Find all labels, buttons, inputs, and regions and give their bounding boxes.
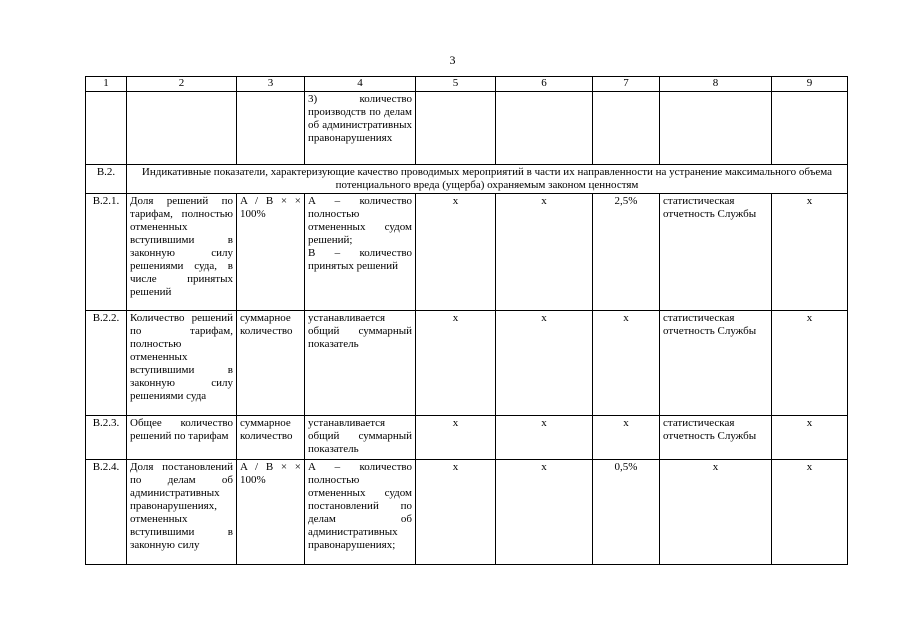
column-number: 2 (127, 77, 237, 92)
cell-value: x (416, 311, 496, 416)
indicator-name: Доля решений по тарифам, полностью отмененных вступившими в законную силу решениями суда, в числе принятых решений (127, 194, 237, 311)
column-number: 4 (305, 77, 416, 92)
cell-value: x (416, 194, 496, 311)
indicators-table (85, 76, 848, 565)
indicator-code: В.2.1. (86, 194, 127, 311)
comment-cell: 3) количество производств по делам об административных правонарушениях (305, 92, 416, 165)
indicator-comment: устанавливается общий суммарный показатель (305, 311, 416, 416)
section-row (86, 165, 848, 194)
indicator-formula: суммарное количество (237, 416, 305, 460)
indicator-formula: A / B × × 100% (237, 194, 305, 311)
column-number: 8 (660, 77, 772, 92)
indicator-name: Общее количество решений по тарифам (127, 416, 237, 460)
cell (772, 92, 848, 165)
section-code: В.2. (86, 165, 127, 194)
cell-value: x (772, 416, 848, 460)
cell-value: x (496, 460, 593, 565)
cell (593, 92, 660, 165)
cell-value: x (772, 311, 848, 416)
indicator-comment: A – количество полностью отмененных судом постановлений по делам об административных правонарушениях; (305, 460, 416, 565)
column-number: 5 (416, 77, 496, 92)
cell (86, 92, 127, 165)
indicator-formula: суммарное количество (237, 311, 305, 416)
indicator-code: В.2.2. (86, 311, 127, 416)
indicator-comment: устанавливается общий суммарный показатель (305, 416, 416, 460)
indicator-source: статистическая отчетность Службы (660, 194, 772, 311)
indicator-name: Количество решений по тарифам, полностью отмененных вступившими в законную силу решениями суда (127, 311, 237, 416)
table-row (86, 416, 848, 460)
cell-value: x (496, 194, 593, 311)
continuation-row (86, 92, 848, 165)
column-number: 1 (86, 77, 127, 92)
indicator-source: x (660, 460, 772, 565)
table-row (86, 311, 848, 416)
column-number: 7 (593, 77, 660, 92)
indicator-code: В.2.4. (86, 460, 127, 565)
cell (127, 92, 237, 165)
target-value: 0,5% (593, 460, 660, 565)
column-number: 9 (772, 77, 848, 92)
cell-value: x (416, 460, 496, 565)
target-value: 2,5% (593, 194, 660, 311)
indicator-source: статистическая отчетность Службы (660, 311, 772, 416)
table-row (86, 194, 848, 311)
target-value: x (593, 416, 660, 460)
cell-value: x (416, 416, 496, 460)
indicator-comment: A – количество полностью отмененных судом решений; B – количество принятых решений (305, 194, 416, 311)
cell-value: x (496, 311, 593, 416)
column-number: 6 (496, 77, 593, 92)
cell-value: x (772, 194, 848, 311)
table-row (86, 460, 848, 565)
section-title: Индикативные показатели, характеризующие качество проводимых мероприятий в части их направленности на устранение максимального объема потенциального вреда (ущерба) охраняемым законом ценностям (127, 165, 848, 194)
cell (660, 92, 772, 165)
cell (237, 92, 305, 165)
column-number: 3 (237, 77, 305, 92)
column-number-row (86, 77, 848, 92)
indicator-name: Доля постановлений по делам об административных правонарушениях, отмененных вступившими в законную силу (127, 460, 237, 565)
page-number: 3 (449, 53, 456, 67)
target-value: x (593, 311, 660, 416)
cell-value: x (496, 416, 593, 460)
cell (496, 92, 593, 165)
cell-value: x (772, 460, 848, 565)
indicator-code: В.2.3. (86, 416, 127, 460)
indicator-source: статистическая отчетность Службы (660, 416, 772, 460)
indicator-formula: A / B × × 100% (237, 460, 305, 565)
cell (416, 92, 496, 165)
